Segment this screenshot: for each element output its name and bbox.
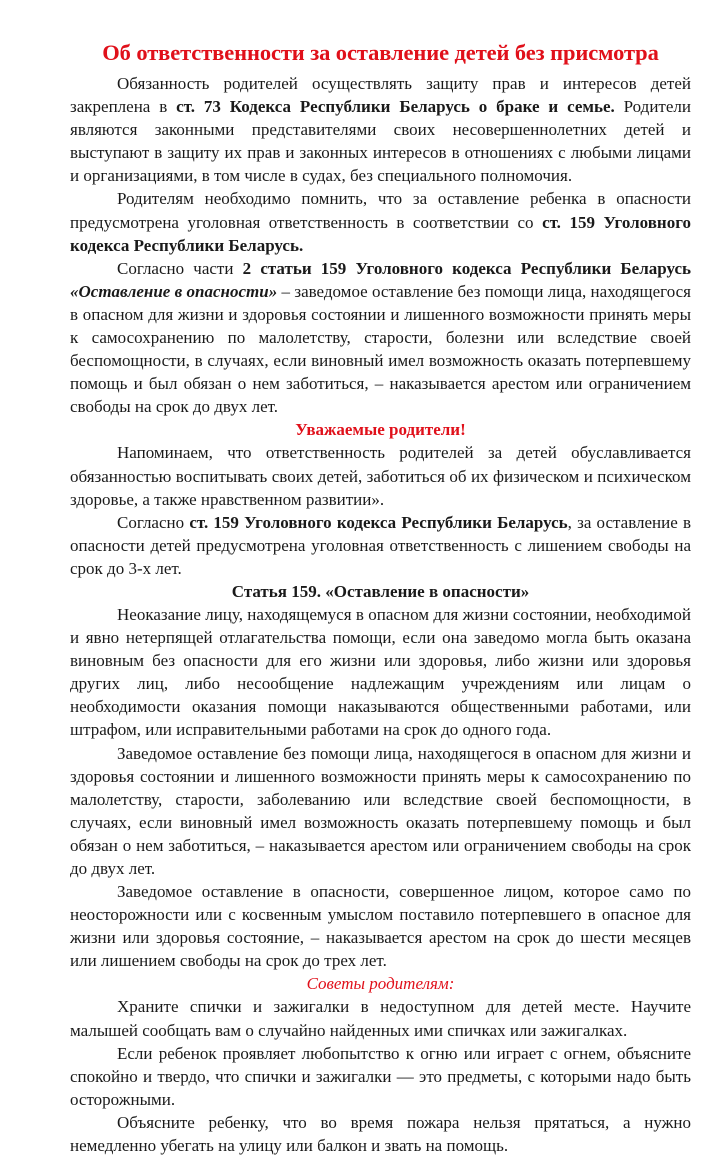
paragraph-parental-duty (70, 72, 691, 187)
article-paragraph: Заведомое оставление без помощи лица, находящегося в опасном для жизни и здоровья состоянии и лишенного возможности принять меры к самосохранению по малолетству, старости, заболеванию или вследствие своей беспомощности, в случаях, если виновный имел возможность оказать потерпевшему помощь и был обязан о нем заботиться, – наказывается арестом или ограничением свободы на срок до двух лет. (70, 743, 691, 878)
paragraph-article-159-penalty (70, 511, 691, 580)
text-span: , за оставление в опасности детей предусмотрена уголовная ответственность с лишением свободы на срок до 3-х лет. (70, 512, 692, 578)
advice-paragraph: Если ребенок проявляет любопытство к огню или играет с огнем, объясните спокойно и твердо, что спички и зажигалки — это предметы, с которыми надо быть осторожными. (70, 1043, 691, 1109)
text-span: Согласно (117, 512, 190, 532)
heading-advice: Советы родителям: (306, 974, 455, 994)
text-span: Обязанность родителей осуществлять защиту прав и интересов детей закреплена в (70, 74, 691, 117)
paragraph-reminder (70, 441, 691, 510)
document-title: Об ответственности за оставление детей без присмотра (102, 40, 659, 65)
article-paragraph: Неоказание лицу, находящемуся в опасном для жизни состоянии, необходимой и явно нетерпящей отлагательства помощи, если она заведомо могла быть оказана виновным без опасности для его жизни или здоровья, либо жизни или здоровья других лиц, либо несообщение надлежащим учреждениям или лицам о необходимости оказания помощи наказываются общественными работами, или штрафом, или исправительными работами на срок до одного года. (70, 604, 691, 740)
text-span: Напоминаем, что ответственность родителей за детей обуславливается обязанностью воспитывать своих детей, заботиться об их физическом и психическом здоровье, а также нравственном развитии». (70, 443, 691, 509)
text-span: Родителям необходимо помнить, что за оставление ребенка в опасности предусмотрена уголовная ответственность в соответствии со (70, 189, 691, 232)
paragraph-criminal-liability (70, 187, 691, 256)
heading-dear-parents: Уважаемые родители! (295, 420, 466, 440)
law-reference-criminal-code: ст. 159 Уголовного кодекса Республики Беларусь (189, 512, 568, 532)
law-reference-article-159: 2 статьи 159 Уголовного кодекса Республики Беларусь (242, 258, 691, 278)
article-paragraph: Заведомое оставление в опасности, совершенное лицом, которое само по неосторожности или с косвенным умыслом поставило потерпевшего в опасное для жизни или здоровья состояние, – наказывается арестом на срок до шести месяцев или лишением свободы на срок до трех лет. (70, 882, 691, 971)
paragraph-article-part-2 (70, 257, 691, 419)
text-span: Родители являются законными представителями своих несовершеннолетних детей и выступают в защиту их прав и законных интересов в отношениях с любыми лицами и организациями, в том числе в судах, без специального полномочия. (70, 97, 691, 186)
text-span: Согласно части (117, 258, 243, 278)
text-span: – заведомое оставление без помощи лица, находящегося в опасном для жизни и здоровья состоянии и лишенного возможности принять меры к самосохранению по малолетству, старости, болезни или вследствие своей беспомощности, в случаях, если виновный имел возможность оказать потерпевшему помощь и был обязан о нем заботиться, – наказывается арестом или ограничением свободы на срок до двух лет. (70, 281, 692, 417)
advice-paragraph: Объясните ребенку, что во время пожара нельзя прятаться, а нужно немедленно убегать на улицу или балкон и звать на помощь. (70, 1112, 691, 1156)
heading-article-159: Статья 159. «Оставление в опасности» (231, 581, 530, 601)
article-name-quote: «Оставление в опасности» (70, 281, 278, 301)
law-reference-family-code: ст. 73 Кодекса Республики Беларусь о браке и семье. (176, 97, 615, 117)
document-page (70, 38, 691, 1157)
advice-paragraph: Храните спички и зажигалки в недоступном для детей месте. Научите малышей сообщать вам о случайно найденных ими спичках или зажигалках. (70, 997, 691, 1040)
law-reference-criminal-code: ст. 159 Уголовного кодекса Республики Беларусь. (70, 212, 691, 255)
